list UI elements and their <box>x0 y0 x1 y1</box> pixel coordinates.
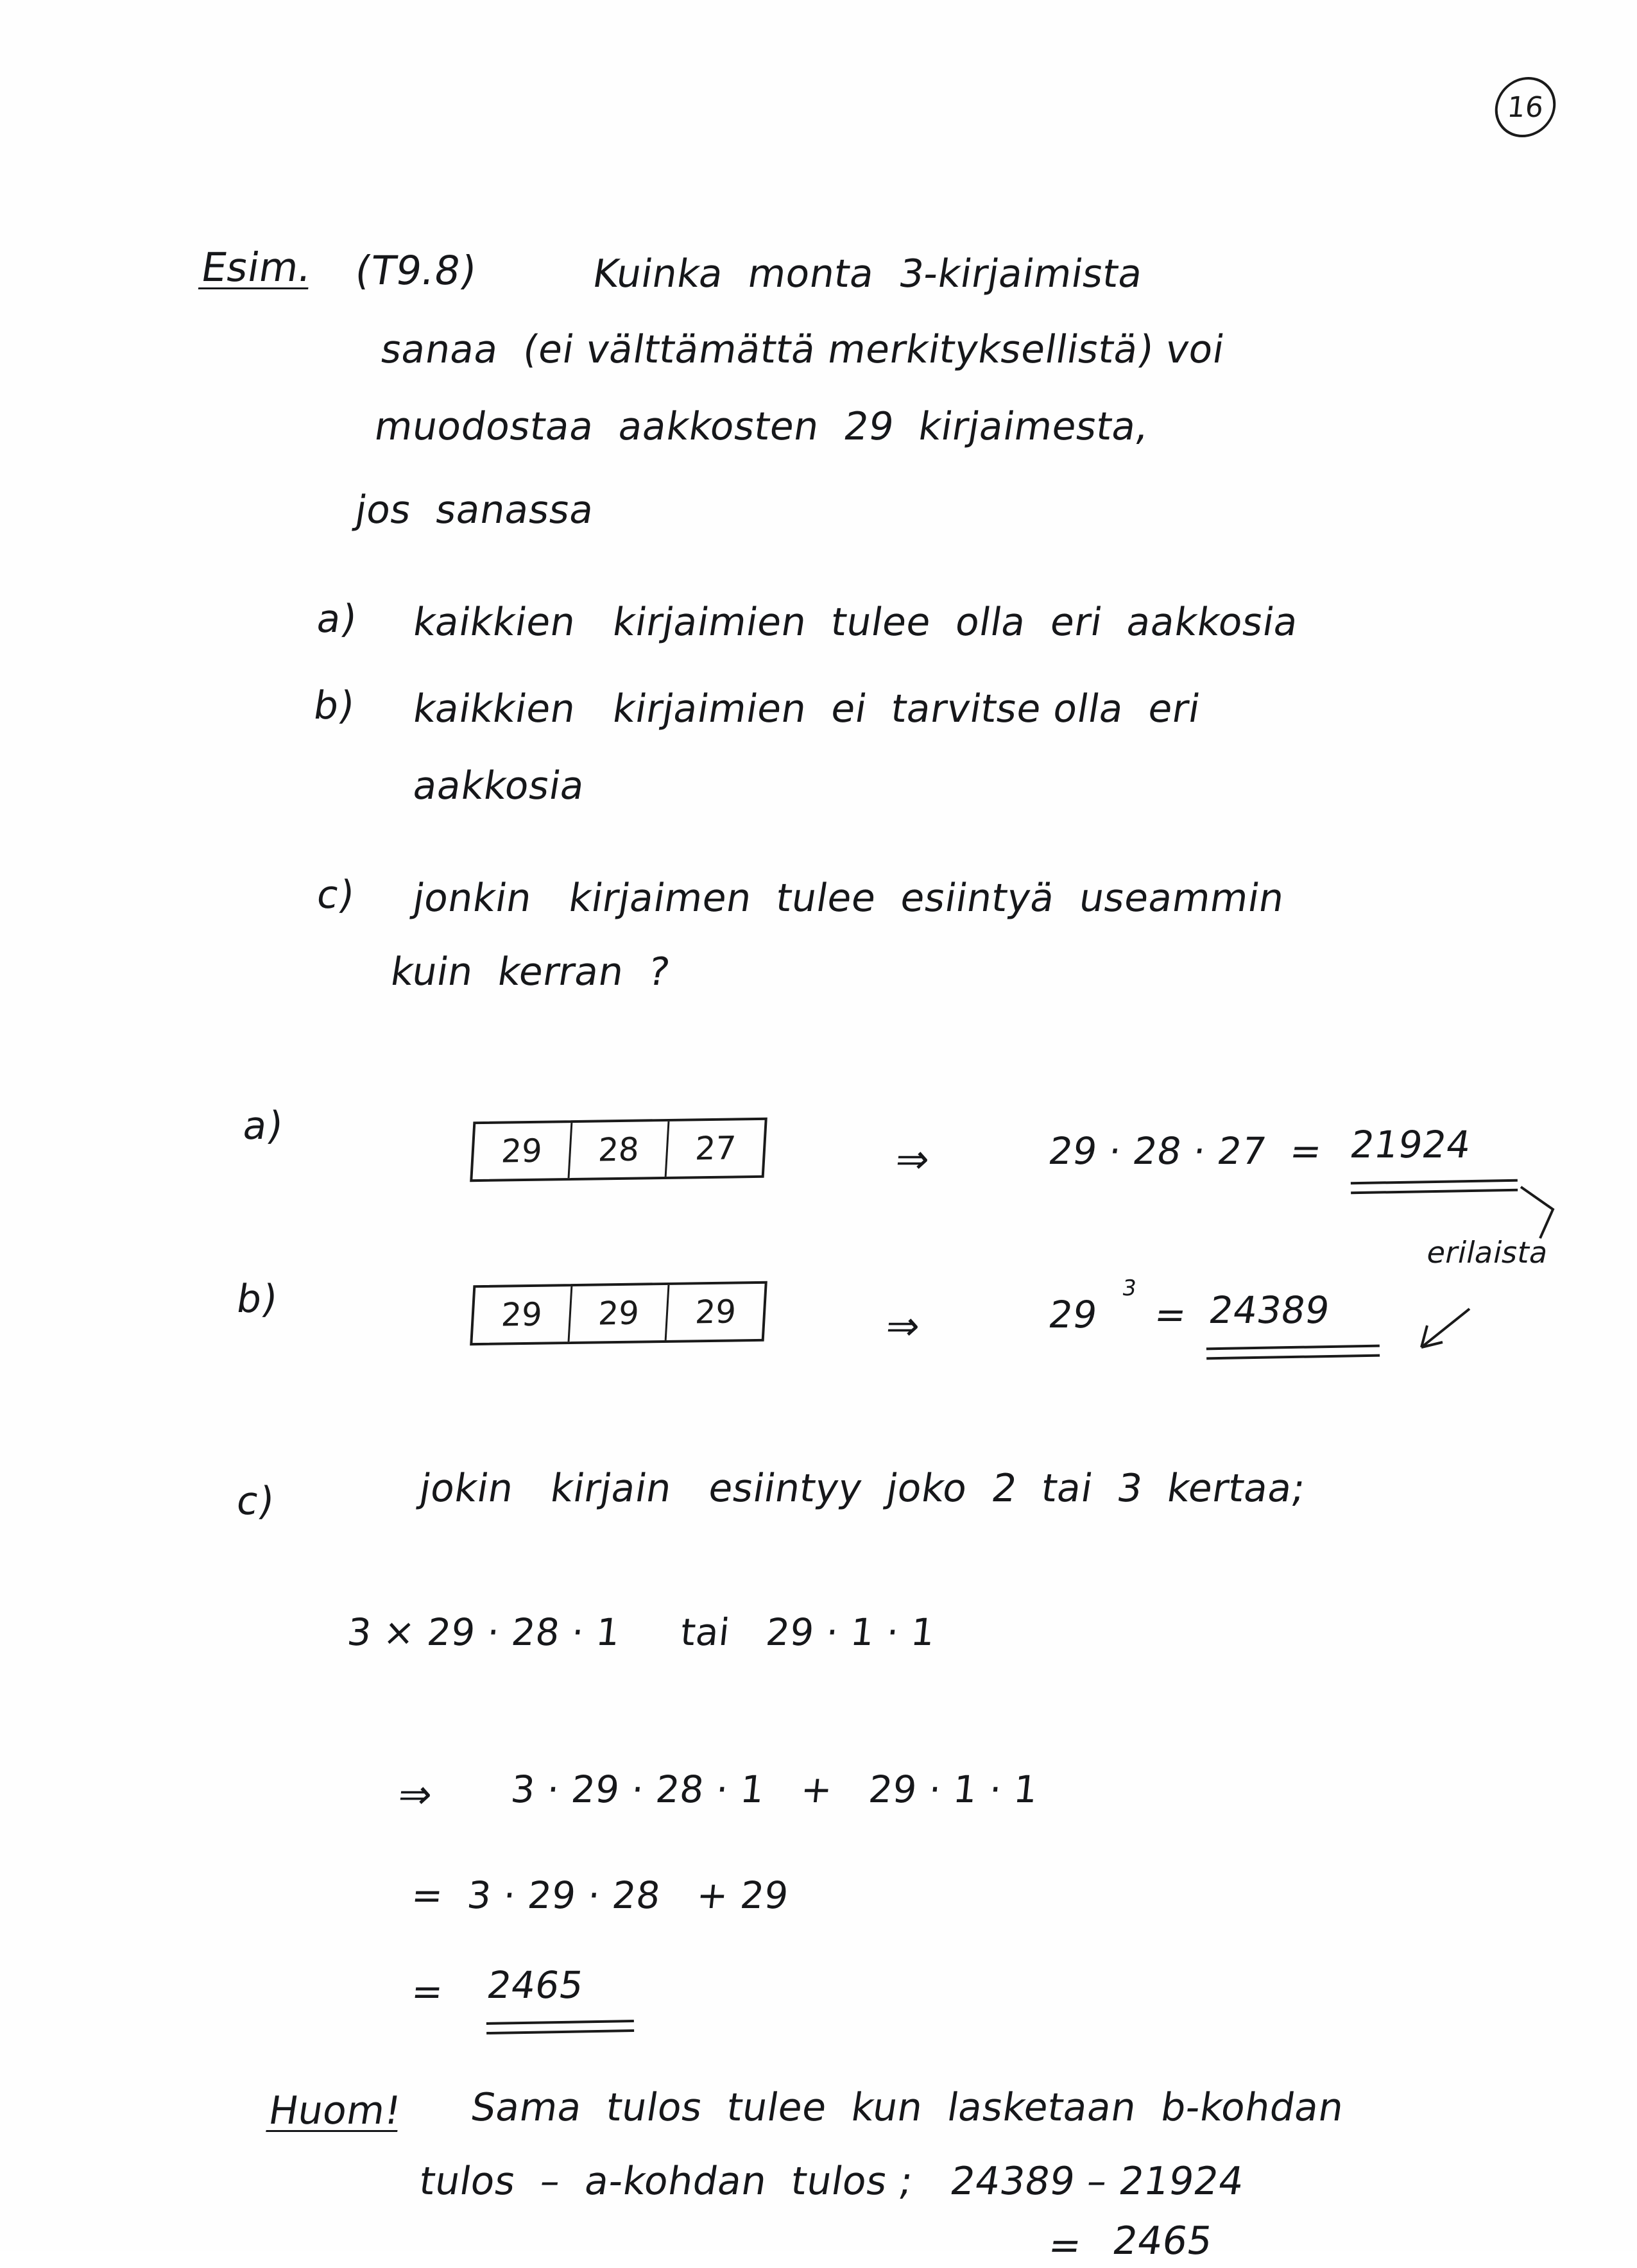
note-line-1: Sama tulos tulee kun lasketaan b-kohdan <box>467 2085 1348 2130</box>
heading-reference: (T9.8) <box>352 247 480 294</box>
problem-line-2: sanaa (ei välttämättä merkityksellistä) voi <box>377 327 1228 372</box>
heading-label: Esim. <box>198 244 316 291</box>
bracket-arrow-icon <box>1521 1187 1553 1238</box>
solution-a-arrow: ⇒ <box>893 1136 932 1182</box>
solution-c-line-3: = 3 · 29 · 28 + 29 <box>409 1873 791 1917</box>
solution-a-cellbox <box>470 1118 767 1182</box>
solution-c-line-4-equals: = <box>409 1970 446 2013</box>
solution-b-cellbox <box>470 1281 767 1345</box>
problem-line-4: jos sanassa <box>352 488 597 533</box>
subquestion-a-text: kaikkien kirjaimien tulee olla eri aakkosia <box>409 600 1302 645</box>
solution-b-label: b) <box>233 1277 281 1322</box>
solution-b-result-underline <box>1206 1345 1380 1360</box>
down-left-arrow-head-icon <box>1421 1326 1443 1347</box>
down-left-arrow-icon <box>1421 1309 1470 1347</box>
cell-value: 29 <box>570 1285 670 1342</box>
subquestion-b-text: kaikkien kirjaimien ei tarvitse olla eri <box>409 686 1204 731</box>
page-number: 16 <box>1492 77 1559 137</box>
solution-b-annotation: erilaista <box>1423 1235 1552 1270</box>
note-line-3-result: 2465 <box>1109 2219 1216 2264</box>
subquestion-b-text-cont: aakkosia <box>409 763 588 808</box>
solution-b-equals: = <box>1151 1293 1190 1336</box>
solution-c-intro: jokin kirjain esiintyy joko 2 tai 3 kertaa; <box>416 1466 1309 1511</box>
cell-value: 29 <box>694 1293 737 1331</box>
cell-value: 29 <box>472 1286 572 1343</box>
solution-b-result: 24389 <box>1206 1288 1333 1332</box>
solution-c-line-1: 3 × 29 · 28 · 1 tai 29 · 1 · 1 <box>345 1610 938 1654</box>
solution-c-result: 2465 <box>484 1963 587 2007</box>
subquestion-c-text: jonkin kirjaimen tulee esiintyä useammin <box>409 876 1288 921</box>
note-label: Huom! <box>265 2088 404 2133</box>
cell-value: 27 <box>694 1129 737 1168</box>
solution-a-result: 21924 <box>1347 1123 1475 1166</box>
subquestion-b-label: b) <box>310 683 358 728</box>
solution-c-arrow: ⇒ <box>396 1771 435 1818</box>
solution-c-result-underline <box>486 2020 634 2034</box>
solution-a-expression: 29 · 28 · 27 = <box>1045 1129 1325 1173</box>
solution-c-label: c) <box>233 1479 278 1524</box>
cell-value: 29 <box>472 1123 572 1179</box>
subquestion-a-label: a) <box>313 597 361 642</box>
solution-a-label: a) <box>239 1104 287 1148</box>
cell-value: 28 <box>570 1121 670 1178</box>
solution-b-arrow: ⇒ <box>884 1302 923 1349</box>
solution-b-exponent: 3 <box>1120 1275 1139 1301</box>
note-line-3-equals: = <box>1045 2223 1085 2268</box>
solution-b-base: 29 <box>1045 1293 1101 1336</box>
solution-c-line-2: 3 · 29 · 28 · 1 + 29 · 1 · 1 <box>508 1768 1040 1811</box>
note-line-2: tulos – a-kohdan tulos ; 24389 – 21924 <box>416 2159 1247 2204</box>
solution-a-result-underline <box>1351 1179 1518 1195</box>
subquestion-c-text-cont: kuin kerran ? <box>387 950 673 994</box>
problem-line-3: muodostaa aakkosten 29 kirjaimesta, <box>371 404 1153 449</box>
problem-line-1: Kuinka monta 3-kirjaimista <box>589 252 1146 296</box>
subquestion-c-label: c) <box>313 873 358 917</box>
